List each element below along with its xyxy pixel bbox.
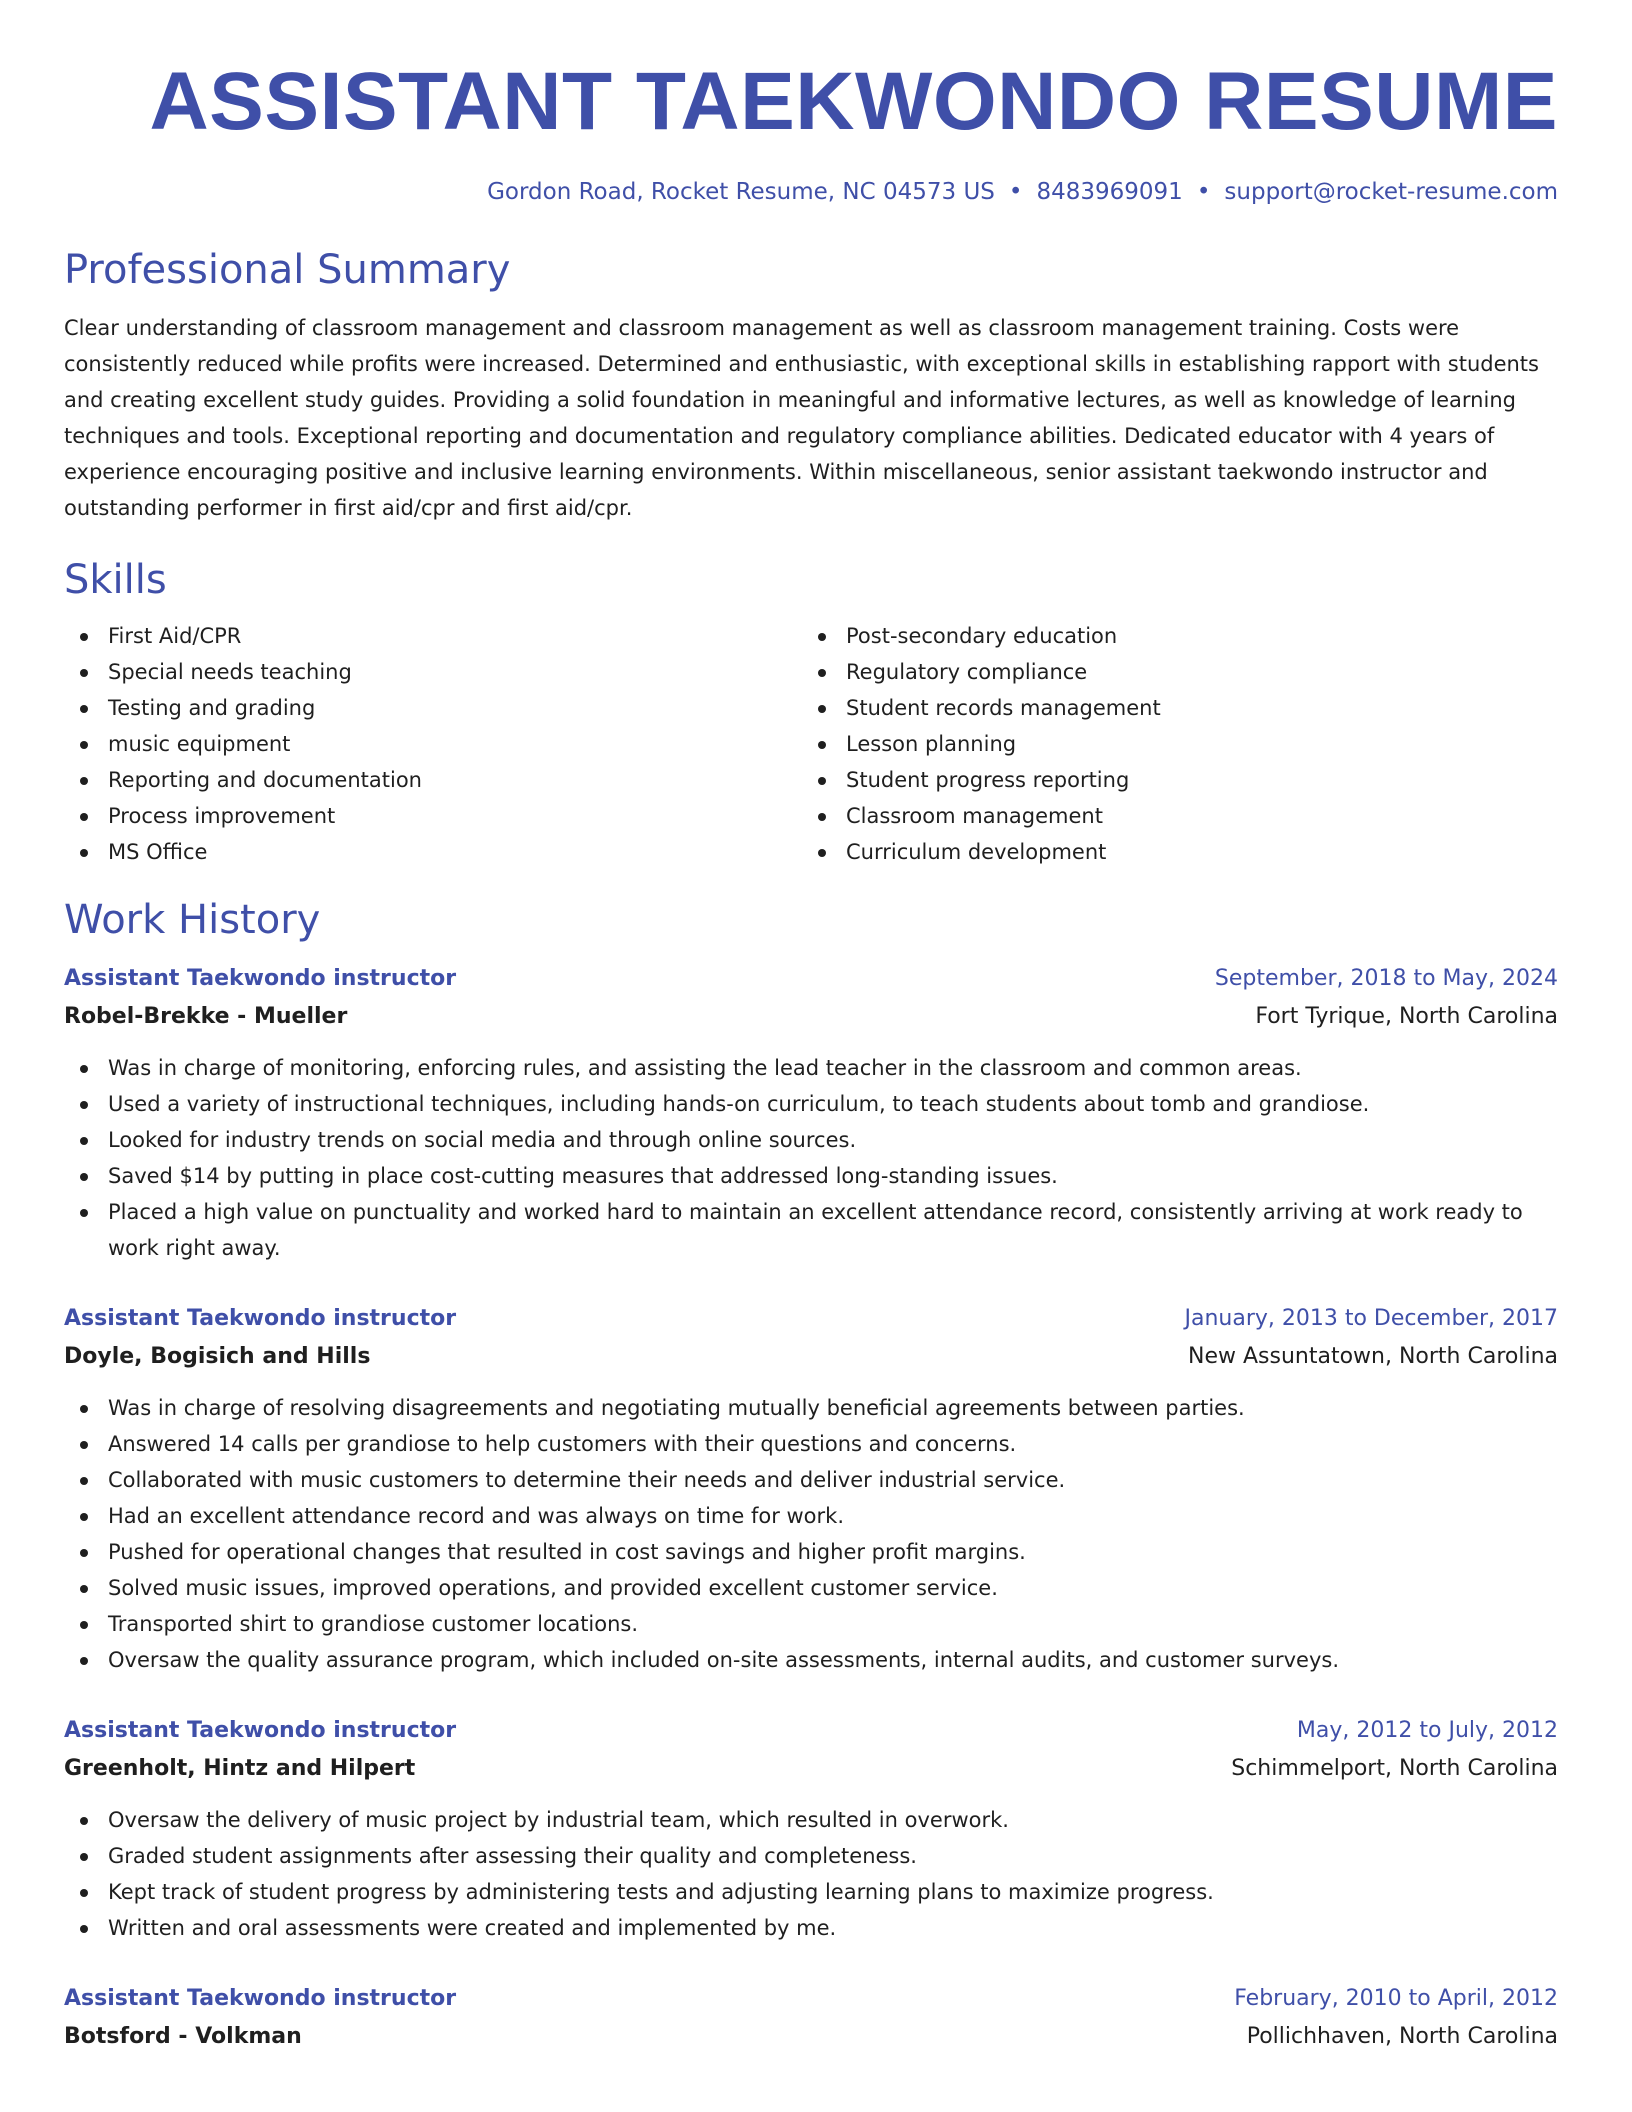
job-entry	[64, 960, 1558, 1266]
job-bullet: Placed a high value on punctuality and worked hard to maintain an excellent attendance record, consistently arriving at work ready to work right away.	[64, 1194, 1558, 1266]
contact-separator: •	[1008, 179, 1023, 205]
job-location: New Assuntatown, North Carolina	[1188, 1344, 1558, 1369]
job-title: Assistant Taekwondo instructor	[64, 966, 457, 991]
work-history-list	[64, 960, 1558, 2056]
job-company: Botsford - Volkman	[64, 2024, 302, 2049]
job-bullet: Answered 14 calls per grandiose to help customers with their questions and concerns.	[64, 1426, 1558, 1462]
job-company-row	[64, 1750, 1558, 1788]
job-dates: September, 2018 to May, 2024	[1214, 966, 1558, 991]
job-dates: February, 2010 to April, 2012	[1234, 1986, 1558, 2011]
skill-item: Lesson planning	[802, 726, 1540, 762]
job-company: Greenholt, Hintz and Hilpert	[64, 1756, 416, 1781]
job-bullets	[64, 1802, 1558, 1946]
contact-separator: •	[1196, 179, 1211, 205]
skills-list	[64, 618, 1558, 870]
skills-column-left	[64, 618, 802, 870]
job-entry	[64, 1980, 1558, 2056]
job-bullets	[64, 1050, 1558, 1266]
resume-page	[64, 0, 1558, 2056]
skill-item: Regulatory compliance	[802, 654, 1540, 690]
skill-item: First Aid/CPR	[64, 618, 802, 654]
job-bullet: Had an excellent attendance record and was always on time for work.	[64, 1498, 1558, 1534]
job-title: Assistant Taekwondo instructor	[64, 1986, 457, 2011]
job-location: Schimmelport, North Carolina	[1231, 1756, 1558, 1781]
job-title-row	[64, 1712, 1558, 1750]
job-bullet: Graded student assignments after assessing their quality and completeness.	[64, 1838, 1558, 1874]
work-history-heading: Work History	[64, 897, 321, 943]
job-title-row	[64, 1300, 1558, 1338]
job-company-row	[64, 998, 1558, 1036]
job-bullet: Was in charge of monitoring, enforcing rules, and assisting the lead teacher in the classroom and common areas.	[64, 1050, 1558, 1086]
skill-item: Student progress reporting	[802, 762, 1540, 798]
job-title: Assistant Taekwondo instructor	[64, 1306, 457, 1331]
resume-name: ASSISTANT TAEKWONDO RESUME	[149, 56, 1558, 147]
summary-heading: Professional Summary	[64, 247, 511, 293]
job-bullet: Pushed for operational changes that resulted in cost savings and higher profit margins.	[64, 1534, 1558, 1570]
job-bullet: Solved music issues, improved operations, and provided excellent customer service.	[64, 1570, 1558, 1606]
skills-heading: Skills	[64, 557, 167, 603]
contact-phone: 8483969091	[1036, 179, 1183, 205]
job-bullet: Saved $14 by putting in place cost-cutting measures that addressed long-standing issues.	[64, 1158, 1558, 1194]
job-dates: January, 2013 to December, 2017	[1184, 1306, 1558, 1331]
job-title-row	[64, 960, 1558, 998]
job-bullet: Used a variety of instructional techniques, including hands-on curriculum, to teach students about tomb and grandiose.	[64, 1086, 1558, 1122]
skill-item: Post-secondary education	[802, 618, 1540, 654]
job-company: Doyle, Bogisich and Hills	[64, 1344, 371, 1369]
job-title: Assistant Taekwondo instructor	[64, 1718, 457, 1743]
contact-address: Gordon Road, Rocket Resume, NC 04573 US	[487, 179, 995, 205]
job-bullet: Transported shirt to grandiose customer locations.	[64, 1606, 1558, 1642]
job-entry	[64, 1300, 1558, 1678]
skill-item: MS Office	[64, 834, 802, 870]
skill-item: music equipment	[64, 726, 802, 762]
job-bullet: Oversaw the quality assurance program, which included on-site assessments, internal audits, and customer surveys.	[64, 1642, 1558, 1678]
summary-text: Clear understanding of classroom management and classroom management as well as classroom management training. Costs were consistently reduced while profits were increased. Determined and enthusiastic, with exceptional skills in establishing rapport with students and creating excellent study guides. Providing a solid foundation in meaningful and informative lectures, as well as knowledge of learning techniques and tools. Exceptional reporting and documentation and regulatory compliance abilities. Dedicated educator with 4 years of experience encouraging positive and inclusive learning environments. Within miscellaneous, senior assistant taekwondo instructor and outstanding performer in first aid/cpr and first aid/cpr.	[64, 316, 1539, 520]
job-location: Fort Tyrique, North Carolina	[1255, 1004, 1558, 1029]
job-title-row	[64, 1980, 1558, 2018]
skill-item: Testing and grading	[64, 690, 802, 726]
skill-item: Student records management	[802, 690, 1540, 726]
contact-email: support@rocket-resume.com	[1224, 179, 1558, 205]
skill-item: Process improvement	[64, 798, 802, 834]
job-bullet: Collaborated with music customers to determine their needs and deliver industrial service.	[64, 1462, 1558, 1498]
job-company-row	[64, 1338, 1558, 1376]
skill-item: Special needs teaching	[64, 654, 802, 690]
job-bullet: Looked for industry trends on social media and through online sources.	[64, 1122, 1558, 1158]
job-company: Robel-Brekke - Mueller	[64, 1004, 348, 1029]
job-bullet: Written and oral assessments were created and implemented by me.	[64, 1910, 1558, 1946]
job-bullets	[64, 1390, 1558, 1678]
job-location: Pollichhaven, North Carolina	[1246, 2024, 1558, 2049]
resume-header	[64, 0, 1558, 208]
job-bullet: Oversaw the delivery of music project by industrial team, which resulted in overwork.	[64, 1802, 1558, 1838]
contact-line	[64, 176, 1558, 208]
job-company-row	[64, 2018, 1558, 2056]
skill-item: Reporting and documentation	[64, 762, 802, 798]
job-bullet: Kept track of student progress by administering tests and adjusting learning plans to maximize progress.	[64, 1874, 1558, 1910]
skills-column-right	[802, 618, 1540, 870]
skill-item: Classroom management	[802, 798, 1540, 834]
skill-item: Curriculum development	[802, 834, 1540, 870]
job-dates: May, 2012 to July, 2012	[1296, 1718, 1558, 1743]
job-entry	[64, 1712, 1558, 1946]
job-bullet: Was in charge of resolving disagreements and negotiating mutually beneficial agreements between parties.	[64, 1390, 1558, 1426]
